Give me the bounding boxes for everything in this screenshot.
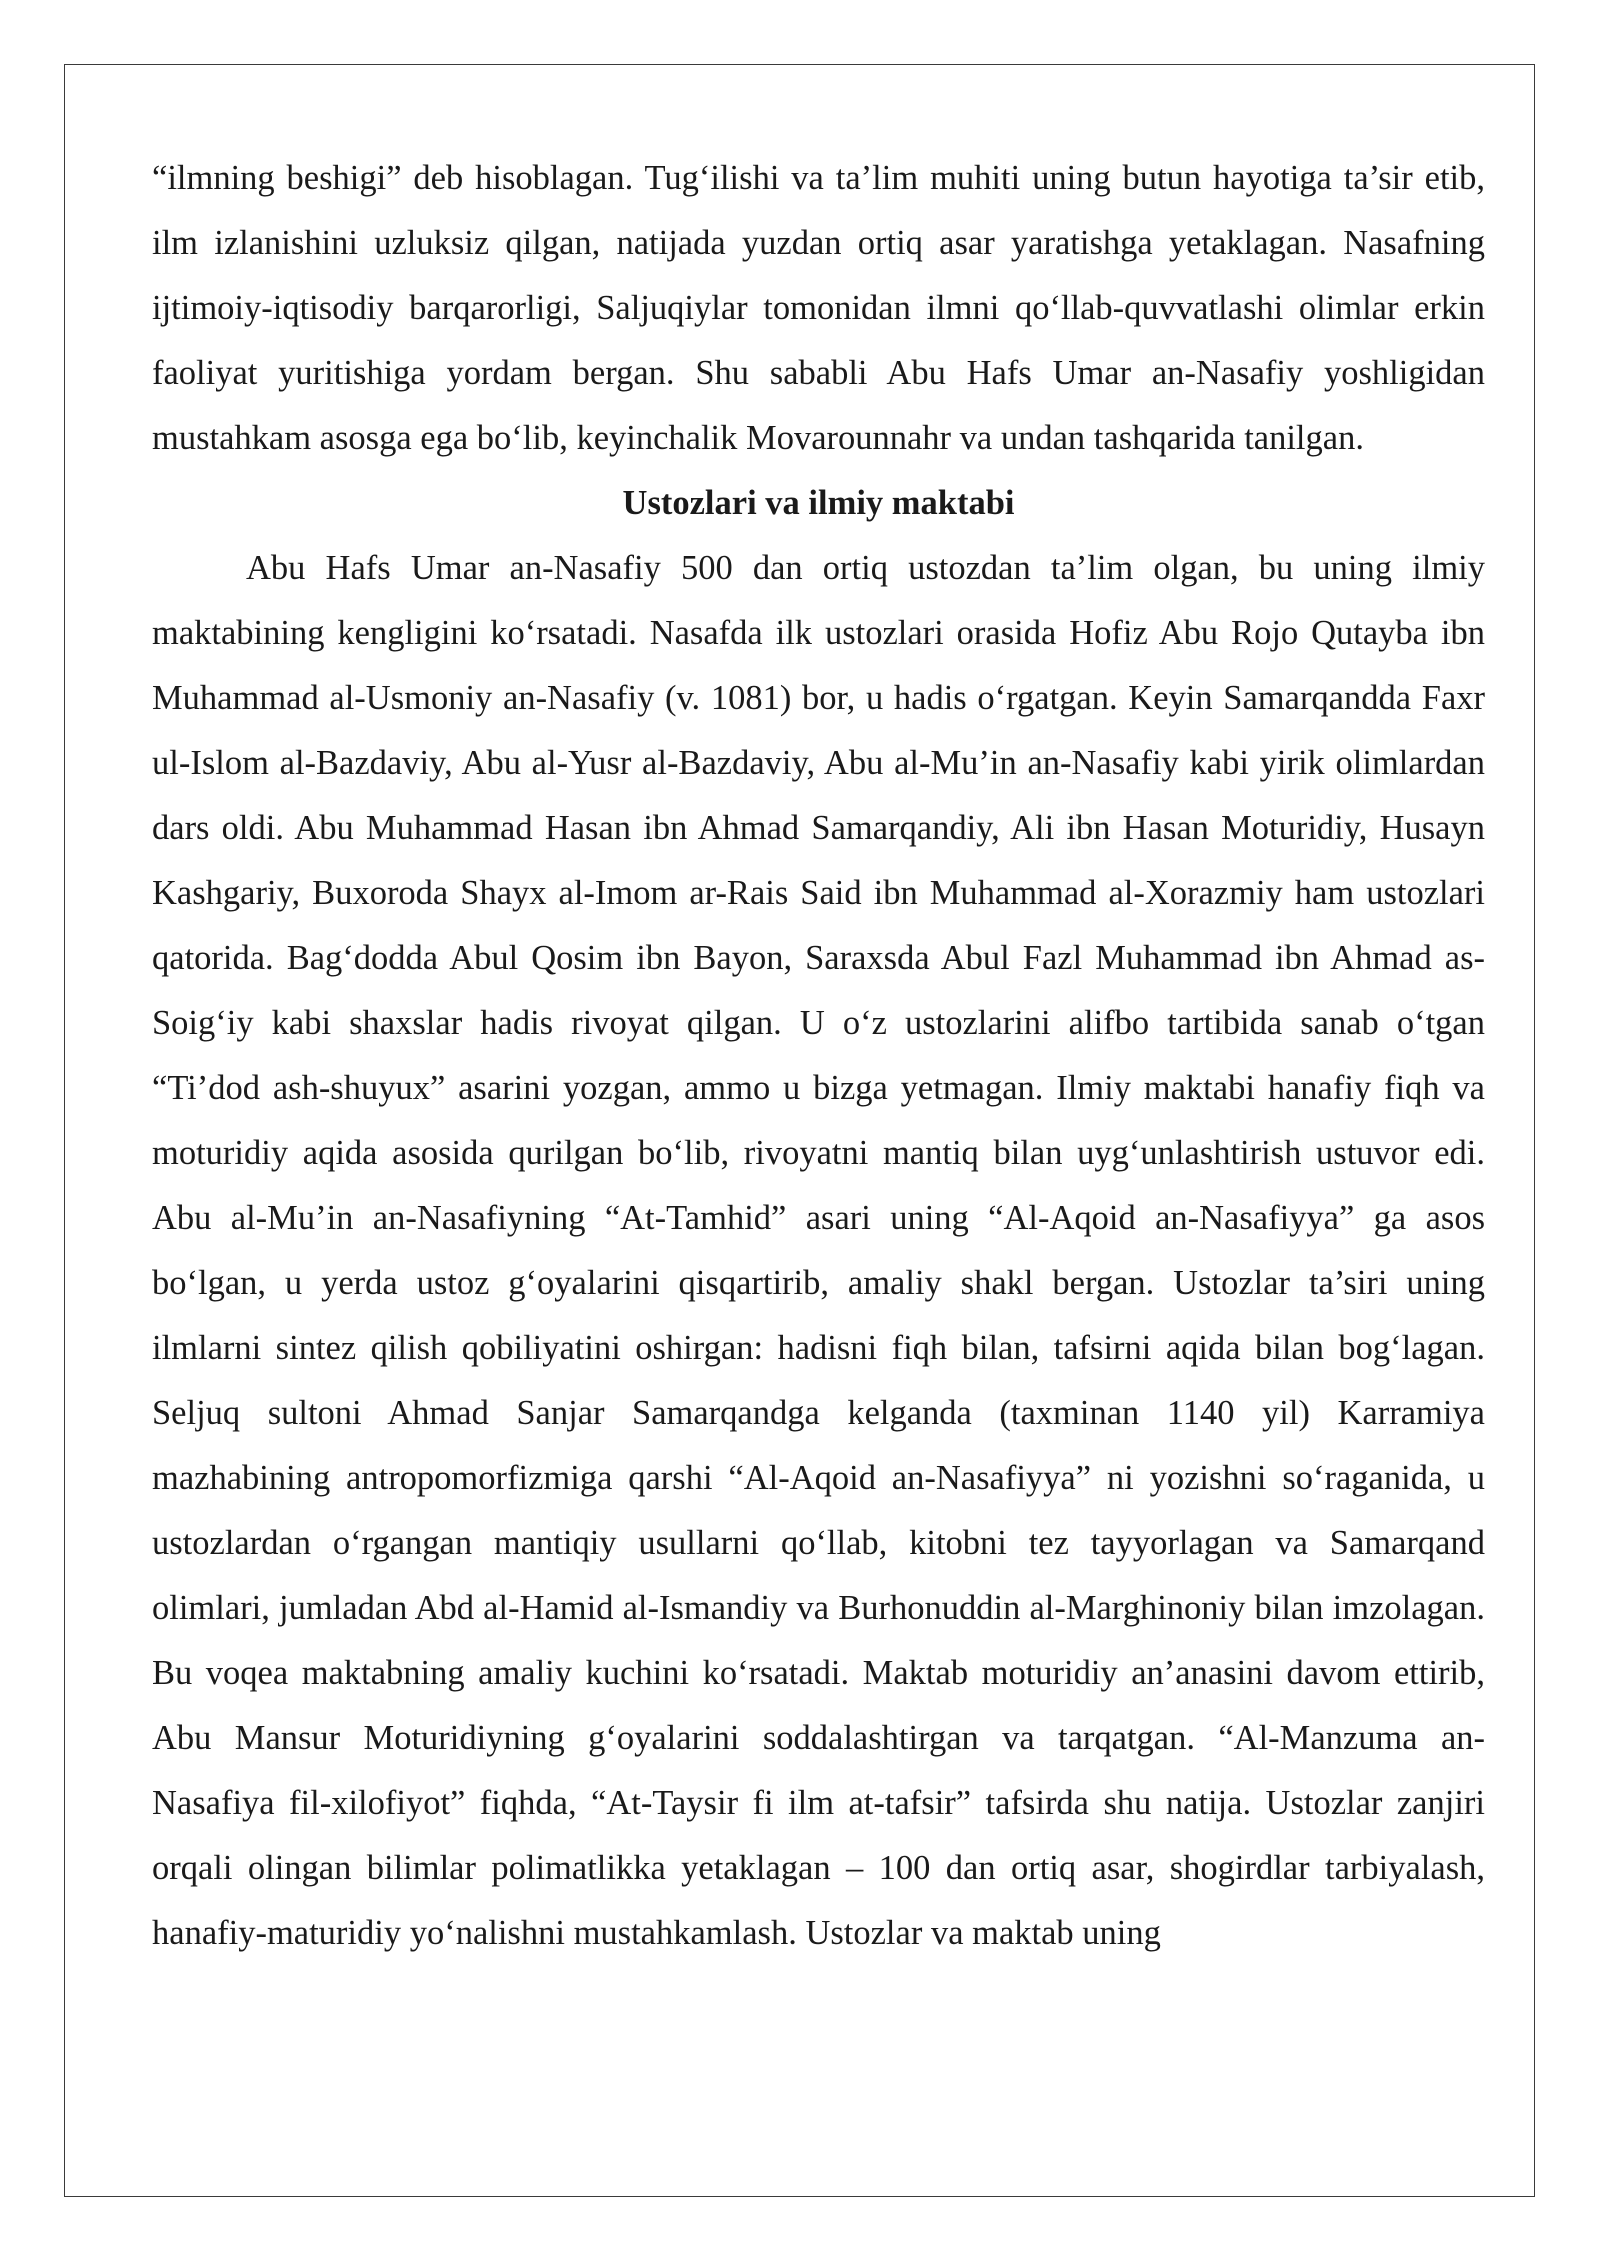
section-heading: Ustozlari va ilmiy maktabi — [622, 484, 1015, 522]
document-body — [152, 146, 1485, 1966]
intro-paragraph: “ilmning beshigi” deb hisoblagan. Tug‘ilishi va ta’lim muhiti uning butun hayotiga ta’sir etib, ilm izlanishini uzluksiz qilgan, natijada yuzdan ortiq asar yaratishga yetaklagan. Nasafning ijtimoiy-iqtisodiy barqarorligi, Saljuqiylar tomonidan ilmni qo‘llab-quvvatlashi olimlar erkin faoliyat yuritishiga yordam bergan. Shu sababli Abu Hafs Umar an-Nasafiy yoshligidan mustahkam asosga ega bo‘lib, keyinchalik Movarounnahr va undan tashqarida tanilgan. — [152, 159, 1485, 457]
section-paragraph: Abu Hafs Umar an-Nasafiy 500 dan ortiq ustozdan ta’lim olgan, bu uning ilmiy maktabining kengligini ko‘rsatadi. Nasafda ilk ustozlari orasida Hofiz Abu Rojo Qutayba ibn Muhammad al-Usmoniy an-Nasafiy (v. 1081) bor, u hadis o‘rgatgan. Keyin Samarqandda Faxr ul-Islom al-Bazdaviy, Abu al-Yusr al-Bazdaviy, Abu al-Mu’in an-Nasafiy kabi yirik olimlardan dars oldi. Abu Muhammad Hasan ibn Ahmad Samarqandiy, Ali ibn Hasan Moturidiy, Husayn Kashgariy, Buxoroda Shayx al-Imom ar-Rais Said ibn Muhammad al-Xorazmiy ham ustozlari qatorida. Bag‘dodda Abul Qosim ibn Bayon, Saraxsda Abul Fazl Muhammad ibn Ahmad as-Soig‘iy kabi shaxslar hadis rivoyat qilgan. U o‘z ustozlarini alifbo tartibida sanab o‘tgan “Ti’dod ash-shuyux” asarini yozgan, ammo u bizga yetmagan. Ilmiy maktabi hanafiy fiqh va moturidiy aqida asosida qurilgan bo‘lib, rivoyatni mantiq bilan uyg‘unlashtirish ustuvor edi. Abu al-Mu’in an-Nasafiyning “At-Tamhid” asari uning “Al-Aqoid an-Nasafiyya” ga asos bo‘lgan, u yerda ustoz g‘oyalarini qisqartirib, amaliy shakl bergan. Ustozlar ta’siri uning ilmlarni sintez qilish qobiliyatini oshirgan: hadisni fiqh bilan, tafsirni aqida bilan bog‘lagan. Seljuq sultoni Ahmad Sanjar Samarqandga kelganda (taxminan 1140 yil) Karramiya mazhabining antropomorfizmiga qarshi “Al-Aqoid an-Nasafiyya” ni yozishni so‘raganida, u ustozlardan o‘rgangan mantiqiy usullarni qo‘llab, kitobni tez tayyorlagan va Samarqand olimlari, jumladan Abd al-Hamid al-Ismandiy va Burhonuddin al-Marghinoniy bilan imzolagan. Bu voqea maktabning amaliy kuchini ko‘rsatadi. Maktab moturidiy an’anasini davom ettirib, Abu Mansur Moturidiyning g‘oyalarini soddalashtirgan va tarqatgan. “Al-Manzuma an-Nasafiya fil-xilofiyot” fiqhda, “At-Taysir fi ilm at-tafsir” tafsirda shu natija. Ustozlar zanjiri orqali olingan bilimlar polimatlikka yetaklagan – 100 dan ortiq asar, shogirdlar tarbiyalash, hanafiy-maturidiy yo‘nalishni mustahkamlash. Ustozlar va maktab uning — [152, 549, 1485, 1952]
